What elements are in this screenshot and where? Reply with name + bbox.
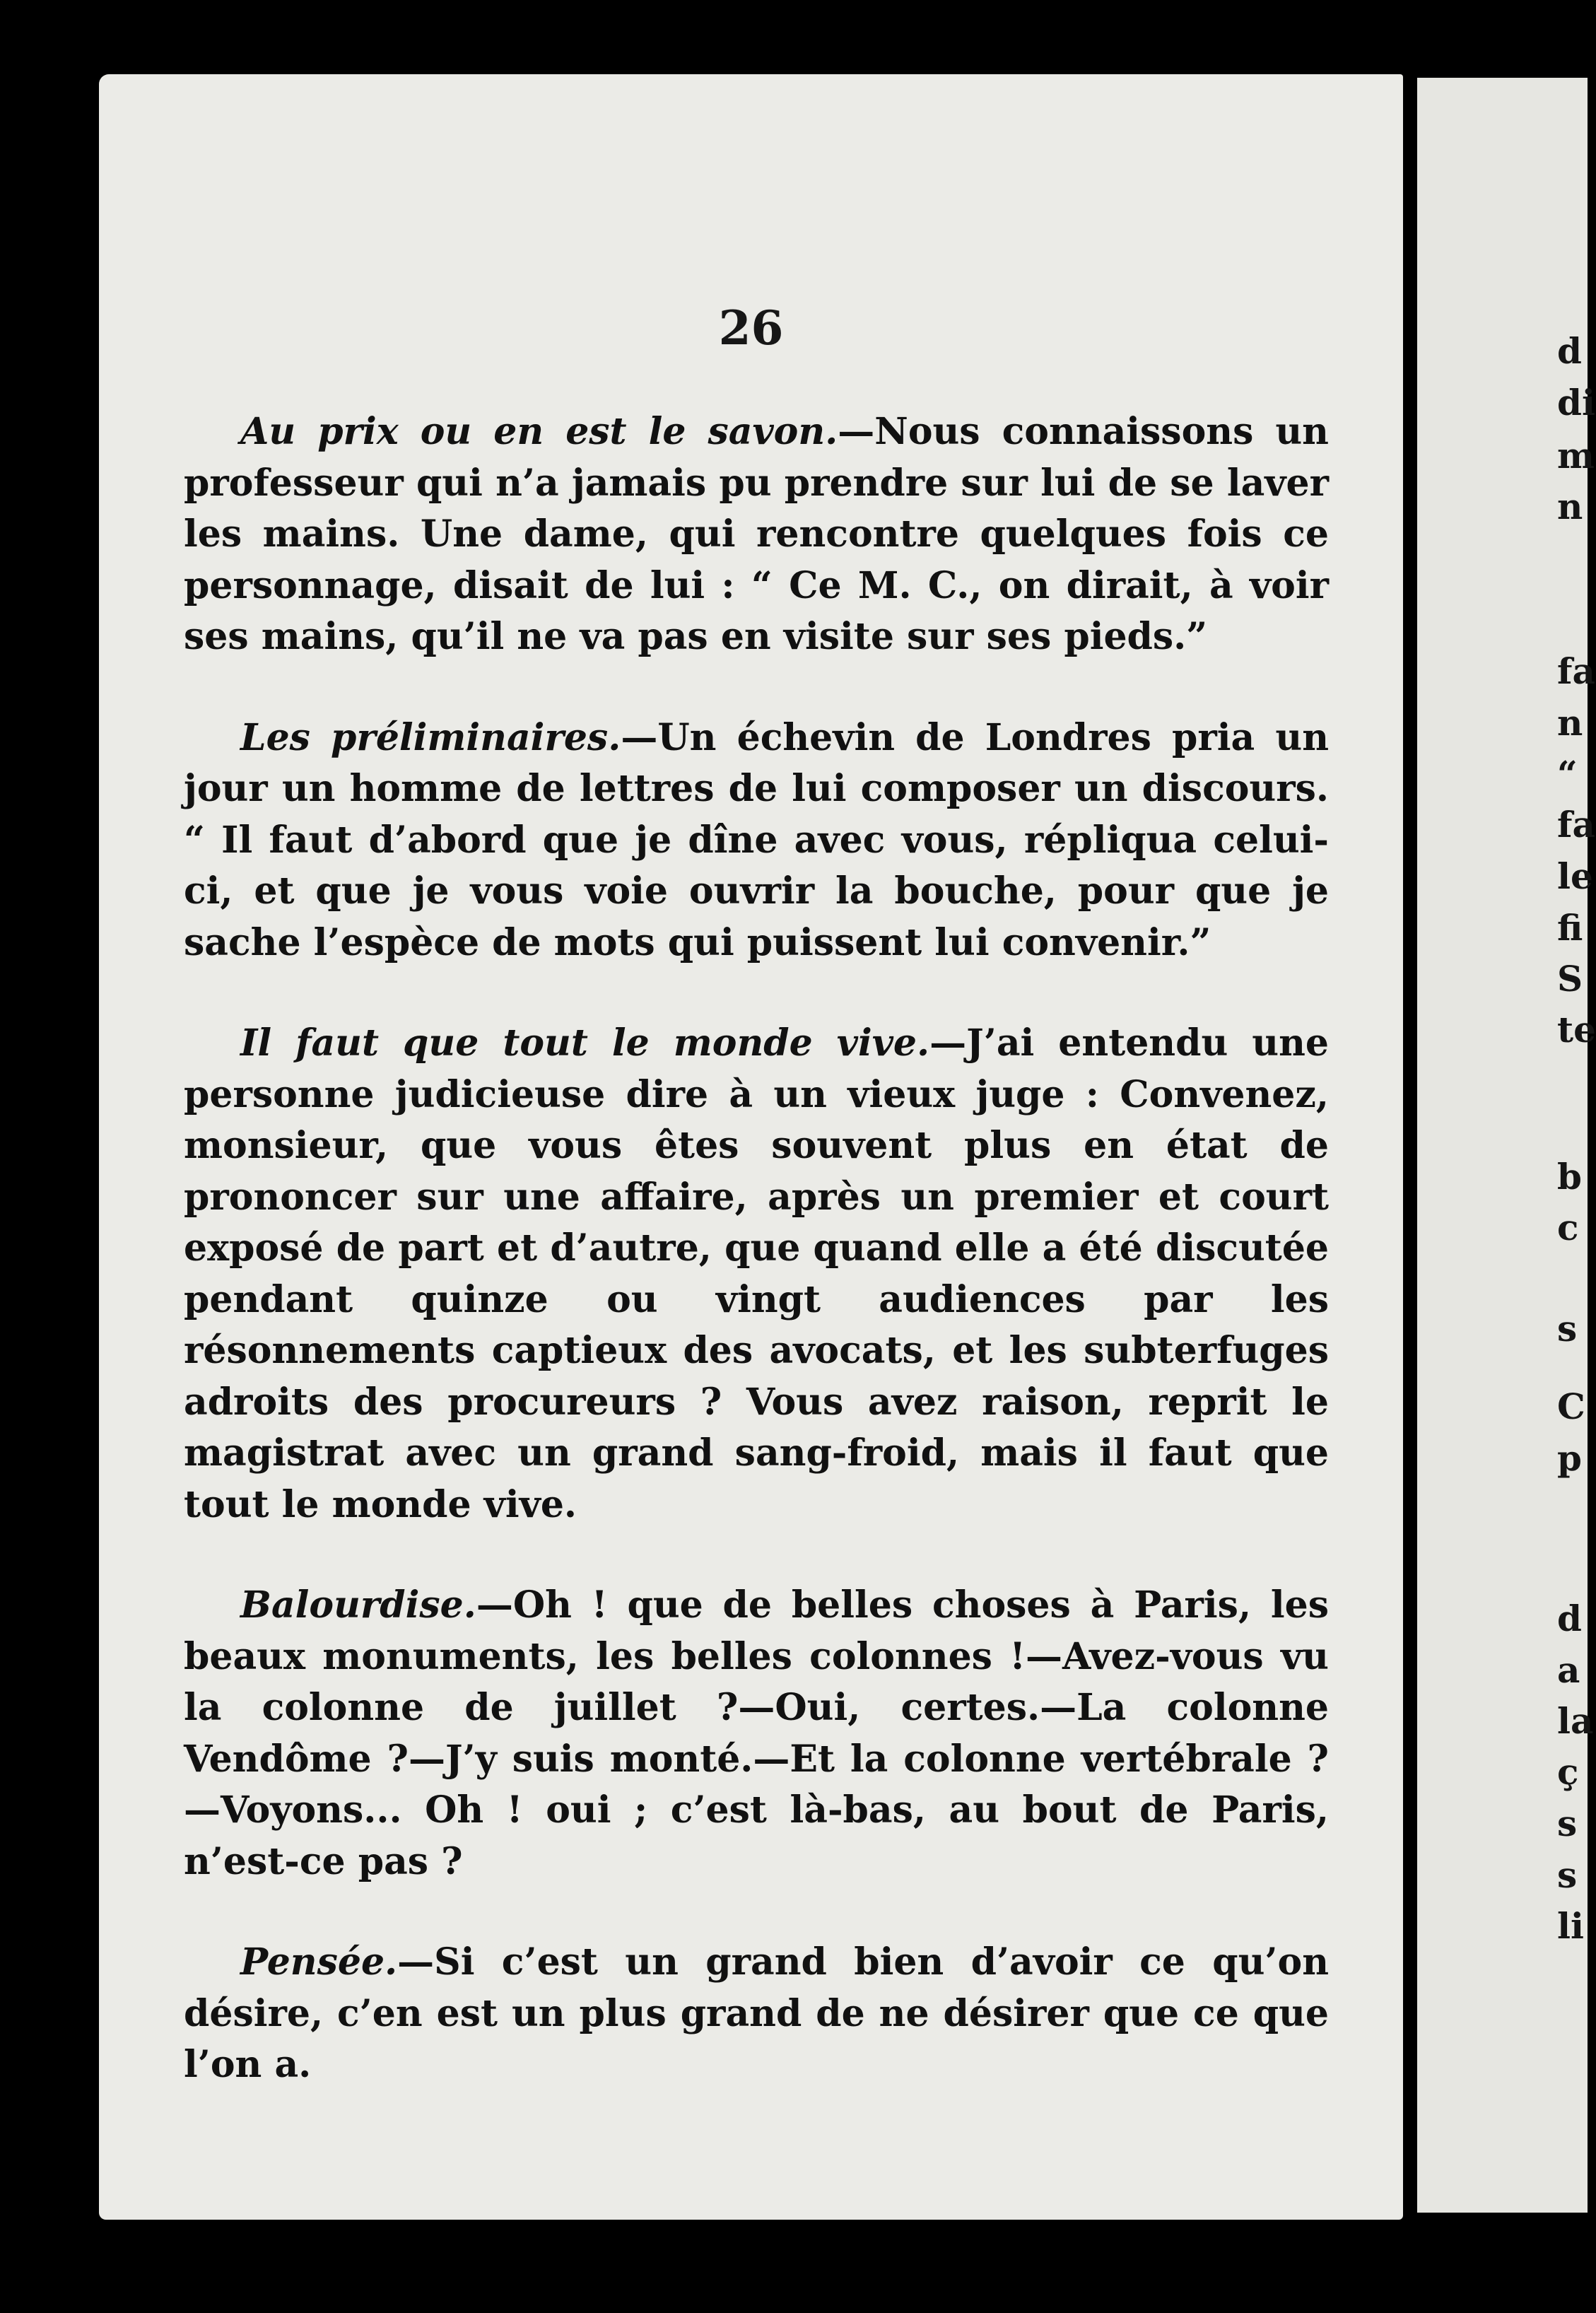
edge-letter: C xyxy=(1557,1386,1585,1427)
paragraph-title: Pensée. xyxy=(240,1940,398,1984)
edge-letter: s xyxy=(1557,1854,1578,1896)
paragraph-title: Les préliminaires. xyxy=(240,715,621,759)
edge-letter: S xyxy=(1557,958,1583,1000)
edge-letter: s xyxy=(1557,1308,1578,1349)
edge-letter: la xyxy=(1557,1700,1594,1742)
paragraph-text: —J’ai entendu une personne judicieuse dire à un vieux juge : Convenez, monsieur, que vous êtes souvent plus en état de prononcer sur une affaire, après un premier et court exposé de part et d’autre, que quand elle a été discutée pendant quinze ou vingt audiences par les résonnements captieux des avocats, et les subterfuges adroits des procureurs ? Vous avez raison, reprit le magistrat avec un grand sang-froid, mais il faut que tout le monde vive. xyxy=(184,1021,1329,1526)
page-text xyxy=(184,406,1329,2141)
page-number: 26 xyxy=(718,300,784,356)
edge-letter: a xyxy=(1557,1649,1580,1691)
edge-letter: p xyxy=(1557,1437,1582,1479)
edge-letter: n xyxy=(1557,702,1583,744)
paragraph-text: —Un échevin de Londres pria un jour un homme de lettres de lui composer un discours. “ Il faut d’abord que je dîne avec vous, répliqua celui-ci, et que je vous voie ouvrir la bouche, pour que je sache l’espèce de mots qui puissent lui convenir.” xyxy=(184,715,1330,964)
edge-letter: d xyxy=(1557,330,1582,372)
edge-letter: “ xyxy=(1557,753,1578,795)
edge-letter: ç xyxy=(1557,1751,1579,1793)
edge-letter: le xyxy=(1557,855,1593,897)
paragraph-title: Au prix ou en est le savon. xyxy=(240,410,838,453)
edge-letter: n xyxy=(1557,486,1583,527)
edge-letter: li xyxy=(1557,1905,1584,1947)
paragraph xyxy=(184,406,1329,663)
edge-letter: s xyxy=(1557,1803,1578,1844)
paragraph xyxy=(184,1580,1329,1887)
paragraph-text: —Si c’est un grand bien d’avoir ce qu’on désire, c’en est un plus grand de ne désirer que ce que l’on a. xyxy=(184,1940,1329,2086)
page-gutter xyxy=(1403,0,1417,2313)
paragraph xyxy=(184,713,1329,969)
paragraph-title: Balourdise. xyxy=(240,1583,476,1627)
edge-letter: di xyxy=(1557,382,1595,423)
paragraph xyxy=(184,1018,1329,1530)
edge-letter: te xyxy=(1557,1009,1596,1050)
edge-letter: m xyxy=(1557,435,1595,476)
paragraph-title: Il faut que tout le monde vive. xyxy=(240,1021,930,1065)
edge-letter: c xyxy=(1557,1207,1579,1248)
book-page xyxy=(99,74,1403,2220)
edge-letter: fa xyxy=(1557,804,1595,845)
edge-letter: d xyxy=(1557,1598,1582,1639)
paragraph-text: —Oh ! que de belles choses à Paris, les beaux monuments, les belles colonnes !—Avez-vous vu la colonne de juillet ?—Oui, certes.—La colonne Vendôme ?—J’y suis monté.—Et la colonne vertébrale ?—Voyons... Oh ! oui ; c’est là-bas, au bout de Paris, n’est-ce pas ? xyxy=(184,1583,1329,1883)
edge-letter: fa xyxy=(1557,650,1595,692)
paragraph-text: —Nous connaissons un professeur qui n’a jamais pu prendre sur lui de se laver les mains. Une dame, qui rencontre quelques fois ce personnage, disait de lui : “ Ce M. C., on dirait, à voir ses mains, qu’il ne va pas en visite sur ses pieds.” xyxy=(184,410,1329,658)
edge-letter: fi xyxy=(1557,907,1583,949)
edge-letter: b xyxy=(1557,1156,1582,1198)
next-page-edge xyxy=(1417,78,1596,2213)
paragraph xyxy=(184,1937,1329,2091)
